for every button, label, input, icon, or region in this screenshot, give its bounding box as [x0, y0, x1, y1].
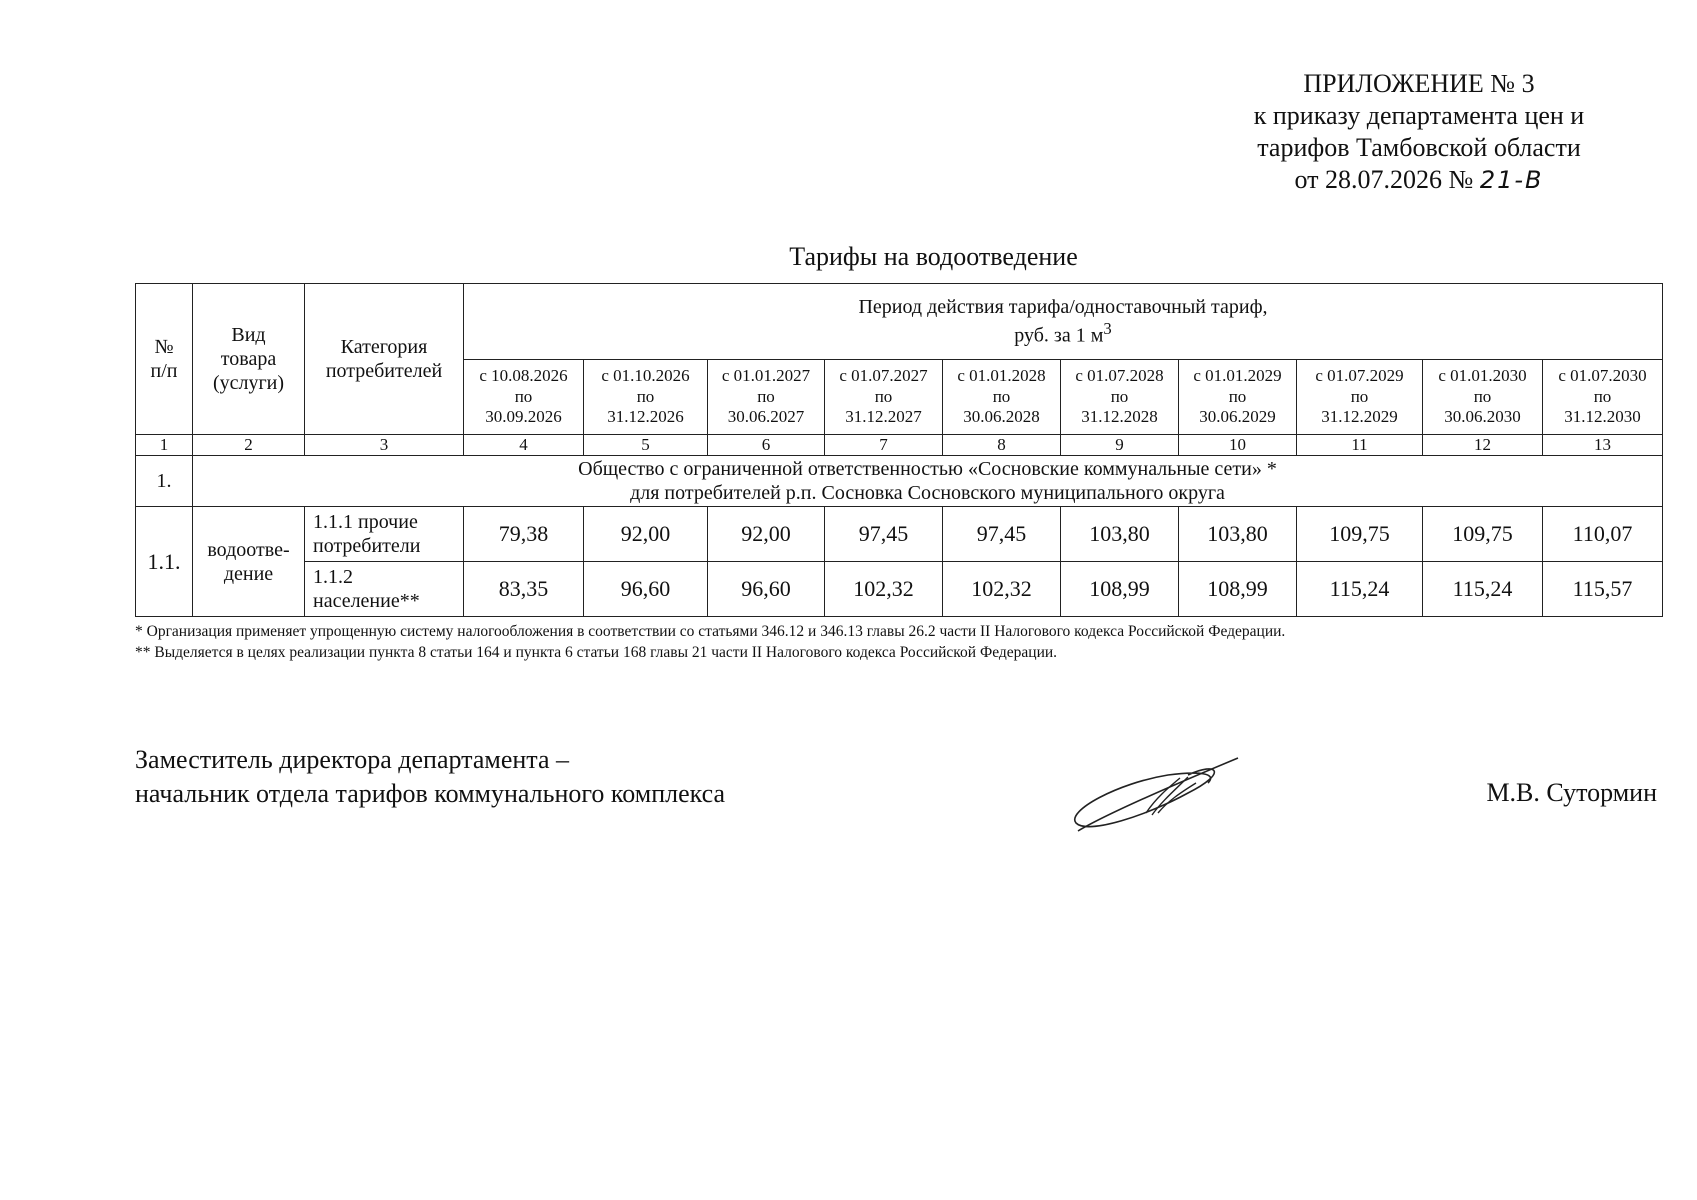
tariff-value: 103,80	[1179, 507, 1297, 562]
header-line-3: тарифов Тамбовской области	[1257, 133, 1581, 162]
tariff-value: 92,00	[584, 507, 708, 562]
period-header: с 01.01.2030 по 30.06.2030	[1423, 360, 1543, 435]
tariff-value: 115,24	[1423, 562, 1543, 617]
document-title: Тарифы на водоотведение	[789, 242, 1078, 271]
period-header: с 01.10.2026 по 31.12.2026	[584, 360, 708, 435]
appendix-title: ПРИЛОЖЕНИЕ № 3	[1303, 69, 1535, 98]
tariff-value: 79,38	[464, 507, 584, 562]
org-number: 1.	[136, 456, 193, 507]
tariff-value: 103,80	[1061, 507, 1179, 562]
period-header: с 01.01.2029 по 30.06.2029	[1179, 360, 1297, 435]
item-type: водоотве- дение	[193, 507, 305, 617]
signatory-name: М.В. Сутормин	[1486, 778, 1657, 807]
footnote-2: ** Выделяется в целях реализации пункта 8 статьи 164 и пункта 6 статьи 168 главы 21 части II Налогового кодекса Российской Федерации.	[135, 644, 1058, 661]
period-header: с 01.01.2027 по 30.06.2027	[708, 360, 825, 435]
column-index: 11	[1297, 435, 1423, 456]
column-index: 5	[584, 435, 708, 456]
column-index: 3	[305, 435, 464, 456]
tariff-value: 96,60	[584, 562, 708, 617]
column-index: 13	[1543, 435, 1663, 456]
item-number: 1.1.	[136, 507, 193, 617]
column-index: 12	[1423, 435, 1543, 456]
tariff-value: 108,99	[1061, 562, 1179, 617]
tariff-value: 109,75	[1423, 507, 1543, 562]
tariff-value: 97,45	[943, 507, 1061, 562]
column-index: 2	[193, 435, 305, 456]
column-index: 9	[1061, 435, 1179, 456]
header-line-2: к приказу департамента цен и	[1253, 101, 1585, 130]
period-header: с 01.01.2028 по 30.06.2028	[943, 360, 1061, 435]
period-header: с 10.08.2026 по 30.09.2026	[464, 360, 584, 435]
signatory-position: Заместитель директора департамента – начальник отдела тарифов коммунального комплекса	[135, 745, 726, 808]
column-index: 10	[1179, 435, 1297, 456]
tariff-value: 108,99	[1179, 562, 1297, 617]
tariff-value: 102,32	[943, 562, 1061, 617]
order-date-line	[1209, 164, 1629, 196]
consumer-category: 1.1.2 население**	[305, 562, 464, 617]
tariff-value: 97,45	[825, 507, 943, 562]
col-header-period: Период действия тарифа/одноставочный тариф, руб. за 1 $м^3$	[464, 284, 1663, 360]
tariff-value: 115,57	[1543, 562, 1663, 617]
col-header-number: № п/п	[136, 284, 193, 435]
column-index: 4	[464, 435, 584, 456]
tariff-value: 83,35	[464, 562, 584, 617]
period-header: с 01.07.2029 по 31.12.2029	[1297, 360, 1423, 435]
footnotes	[135, 621, 1285, 663]
tariff-value: 92,00	[708, 507, 825, 562]
handwritten-signature	[1068, 753, 1248, 843]
tariff-value: 110,07	[1543, 507, 1663, 562]
tariff-value: 115,24	[1297, 562, 1423, 617]
column-index: 7	[825, 435, 943, 456]
consumer-category: 1.1.1 прочие потребители	[305, 507, 464, 562]
period-header: с 01.07.2027 по 31.12.2027	[825, 360, 943, 435]
order-number: 21-В	[1479, 166, 1544, 194]
column-index: 1	[136, 435, 193, 456]
tariff-value: 102,32	[825, 562, 943, 617]
org-name: Общество с ограниченной ответственностью «Сосновские коммунальные сети» * для потребителей р.п. Сосновка Сосновского муниципального округа	[193, 456, 1663, 507]
tariff-value: 109,75	[1297, 507, 1423, 562]
footnote-1: * Организация применяет упрощенную систему налогообложения в соответствии со статьями 346.12 и 346.13 главы 26.2 части II Налогового кодекса Российской Федерации.	[135, 623, 1286, 640]
column-index: 6	[708, 435, 825, 456]
column-index: 8	[943, 435, 1061, 456]
col-header-category: Категория потребителей	[305, 284, 464, 435]
tariff-table	[135, 283, 1663, 617]
document-header	[1209, 68, 1629, 196]
order-date: от 28.07.2026 №	[1294, 165, 1474, 194]
tariff-value: 96,60	[708, 562, 825, 617]
period-header: с 01.07.2030 по 31.12.2030	[1543, 360, 1663, 435]
period-header: с 01.07.2028 по 31.12.2028	[1061, 360, 1179, 435]
col-header-type: Вид товара (услуги)	[193, 284, 305, 435]
